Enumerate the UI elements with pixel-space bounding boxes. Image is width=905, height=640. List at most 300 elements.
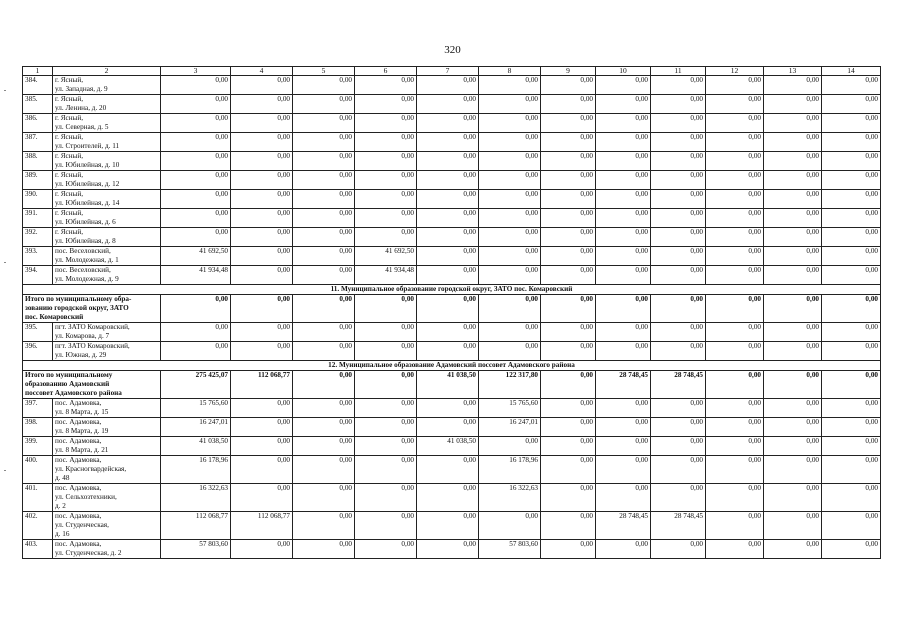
total-value: 0,00 [822,371,881,399]
row-value: 15 765,60 [479,399,541,418]
row-value: 112 068,77 [161,512,231,540]
row-value: 57 803,60 [161,540,231,559]
row-number: 384. [23,76,53,95]
row-value: 0,00 [479,342,541,361]
row-value: 0,00 [293,190,355,209]
row-value: 0,00 [161,95,231,114]
row-value: 0,00 [651,209,706,228]
row-value: 0,00 [231,171,293,190]
row-value: 0,00 [293,95,355,114]
row-address: г. Ясный, ул. Юбилейная, д. 6 [53,209,161,228]
section-title: 12. Муниципальное образование Адамовский поссовет Адамовского района [23,361,881,371]
row-value: 0,00 [479,171,541,190]
row-value: 0,00 [541,95,596,114]
row-value: 0,00 [479,323,541,342]
row-value: 0,00 [822,209,881,228]
row-value: 0,00 [479,152,541,171]
row-number: 388. [23,152,53,171]
table-row [23,95,881,114]
row-value: 0,00 [541,228,596,247]
row-value: 0,00 [355,190,417,209]
row-value: 0,00 [355,171,417,190]
row-value: 0,00 [651,247,706,266]
column-header: 12 [706,67,764,76]
row-value: 0,00 [355,323,417,342]
row-value: 0,00 [822,190,881,209]
row-value: 0,00 [355,540,417,559]
row-value: 0,00 [355,456,417,484]
row-value: 0,00 [161,76,231,95]
row-value: 28 748,45 [596,512,651,540]
total-value: 0,00 [596,295,651,323]
row-number: 396. [23,342,53,361]
row-value: 0,00 [822,114,881,133]
row-number: 385. [23,95,53,114]
table-row [23,190,881,209]
row-value: 0,00 [596,209,651,228]
row-value: 112 068,77 [231,512,293,540]
column-header: 5 [293,67,355,76]
table-row [23,266,881,285]
total-value: 275 425,07 [161,371,231,399]
row-value: 0,00 [161,133,231,152]
section-total-label: Итого по муниципальному обра- зованию городской округ, ЗАТО пос. Комаровский [23,295,161,323]
total-value: 0,00 [764,295,822,323]
table-row [23,247,881,266]
row-value: 57 803,60 [479,540,541,559]
row-value: 0,00 [231,342,293,361]
row-number: 400. [23,456,53,484]
row-value: 0,00 [651,456,706,484]
register-table [22,66,881,559]
row-address: пос. Адамовка, ул. Студенческая, д. 2 [53,540,161,559]
row-value: 0,00 [231,95,293,114]
row-value: 0,00 [231,437,293,456]
section-header [23,285,881,295]
row-value: 0,00 [479,76,541,95]
row-address: г. Ясный, ул. Юбилейная, д. 12 [53,171,161,190]
row-address: пос. Адамовка, ул. 8 Марта, д. 19 [53,418,161,437]
row-value: 0,00 [541,133,596,152]
row-value: 0,00 [764,437,822,456]
row-value: 0,00 [822,323,881,342]
total-value: 0,00 [293,295,355,323]
column-header: 10 [596,67,651,76]
row-value: 0,00 [706,171,764,190]
row-value: 0,00 [293,171,355,190]
row-value: 0,00 [417,133,479,152]
row-value: 0,00 [541,437,596,456]
row-number: 395. [23,323,53,342]
row-value: 0,00 [596,418,651,437]
row-value: 0,00 [161,152,231,171]
row-value: 0,00 [596,171,651,190]
row-value: 0,00 [541,171,596,190]
row-value: 0,00 [479,247,541,266]
row-value: 15 765,60 [161,399,231,418]
row-value: 0,00 [231,228,293,247]
total-value: 112 068,77 [231,371,293,399]
row-value: 0,00 [651,484,706,512]
total-value: 0,00 [706,371,764,399]
row-value: 0,00 [417,76,479,95]
row-value: 0,00 [822,76,881,95]
row-number: 390. [23,190,53,209]
row-value: 0,00 [596,133,651,152]
row-value: 0,00 [541,342,596,361]
column-header: 1 [23,67,53,76]
row-value: 0,00 [596,323,651,342]
row-value: 0,00 [417,95,479,114]
row-value: 0,00 [541,540,596,559]
row-address: пос. Адамовка, ул. 8 Марта, д. 15 [53,399,161,418]
row-address: пос. Адамовка, ул. Сельхозтехники, д. 2 [53,484,161,512]
row-value: 0,00 [417,456,479,484]
row-value: 0,00 [231,114,293,133]
section-title: 11. Муниципальное образование городской округ, ЗАТО пос. Комаровский [23,285,881,295]
row-number: 403. [23,540,53,559]
total-value: 122 317,80 [479,371,541,399]
table-row [23,209,881,228]
table-row [23,437,881,456]
row-value: 0,00 [706,266,764,285]
row-value: 0,00 [651,171,706,190]
row-value: 0,00 [822,540,881,559]
row-value: 0,00 [417,247,479,266]
row-value: 0,00 [161,171,231,190]
row-value: 0,00 [596,247,651,266]
row-value: 0,00 [479,512,541,540]
column-header: 6 [355,67,417,76]
row-address: пос. Адамовка, ул. 8 Марта, д. 21 [53,437,161,456]
row-value: 0,00 [764,399,822,418]
row-value: 0,00 [822,399,881,418]
section-total-row [23,371,881,399]
row-value: 0,00 [706,133,764,152]
row-address: г. Ясный, ул. Ленина, д. 20 [53,95,161,114]
row-value: 0,00 [706,342,764,361]
row-value: 0,00 [822,512,881,540]
table-row [23,114,881,133]
row-value: 0,00 [822,418,881,437]
section-header [23,361,881,371]
column-header: 3 [161,67,231,76]
row-value: 0,00 [355,418,417,437]
row-value: 0,00 [651,95,706,114]
column-header: 13 [764,67,822,76]
row-value: 0,00 [651,228,706,247]
row-value: 0,00 [822,342,881,361]
row-value: 0,00 [541,190,596,209]
row-value: 0,00 [596,342,651,361]
row-value: 0,00 [822,437,881,456]
row-value: 0,00 [651,114,706,133]
row-value: 0,00 [651,266,706,285]
row-value: 0,00 [706,209,764,228]
row-value: 0,00 [293,484,355,512]
row-number: 392. [23,228,53,247]
row-value: 0,00 [541,418,596,437]
header-row [23,67,881,76]
row-value: 0,00 [479,266,541,285]
row-value: 0,00 [417,171,479,190]
row-address: пос. Веселовский, ул. Молодежная, д. 9 [53,266,161,285]
row-value: 0,00 [596,399,651,418]
row-number: 402. [23,512,53,540]
row-number: 401. [23,484,53,512]
row-value: 0,00 [764,95,822,114]
row-value: 0,00 [764,209,822,228]
row-value: 0,00 [596,456,651,484]
row-address: пгт. ЗАТО Комаровский, ул. Комарова, д. 7 [53,323,161,342]
row-value: 0,00 [293,247,355,266]
row-value: 16 247,01 [479,418,541,437]
row-value: 0,00 [596,484,651,512]
row-value: 0,00 [706,456,764,484]
row-value: 0,00 [822,266,881,285]
row-number: 399. [23,437,53,456]
row-value: 0,00 [541,76,596,95]
table-row [23,228,881,247]
row-value: 0,00 [541,456,596,484]
total-value: 0,00 [417,295,479,323]
row-value: 0,00 [417,114,479,133]
row-value: 0,00 [417,152,479,171]
row-value: 0,00 [231,190,293,209]
total-value: 0,00 [479,295,541,323]
row-number: 391. [23,209,53,228]
column-header: 9 [541,67,596,76]
row-value: 0,00 [764,512,822,540]
row-value: 0,00 [161,228,231,247]
total-value: 0,00 [706,295,764,323]
row-value: 41 038,50 [417,437,479,456]
row-address: пос. Адамовка, ул. Студенческая, д. 16 [53,512,161,540]
row-value: 0,00 [417,228,479,247]
row-value: 41 934,48 [355,266,417,285]
row-value: 0,00 [293,323,355,342]
row-value: 41 692,50 [355,247,417,266]
row-value: 0,00 [764,114,822,133]
row-value: 0,00 [293,418,355,437]
row-value: 0,00 [293,540,355,559]
table-row [23,171,881,190]
row-value: 0,00 [764,342,822,361]
row-value: 0,00 [706,437,764,456]
row-value: 28 748,45 [651,512,706,540]
row-value: 0,00 [355,512,417,540]
row-value: 0,00 [161,323,231,342]
row-value: 0,00 [231,133,293,152]
total-value: 0,00 [355,371,417,399]
total-value: 0,00 [355,295,417,323]
row-number: 394. [23,266,53,285]
table-row [23,399,881,418]
row-value: 0,00 [706,418,764,437]
row-value: 0,00 [596,190,651,209]
row-value: 0,00 [764,152,822,171]
section-total-row [23,295,881,323]
row-value: 0,00 [541,399,596,418]
row-value: 0,00 [355,437,417,456]
row-address: пгт. ЗАТО Комаровский, ул. Южная, д. 29 [53,342,161,361]
row-value: 0,00 [355,399,417,418]
row-value: 0,00 [479,190,541,209]
row-value: 0,00 [764,247,822,266]
row-value: 0,00 [651,152,706,171]
row-value: 0,00 [541,152,596,171]
row-value: 0,00 [231,456,293,484]
row-value: 0,00 [706,399,764,418]
row-value: 0,00 [231,247,293,266]
row-value: 41 692,50 [161,247,231,266]
row-value: 0,00 [706,76,764,95]
table-row [23,456,881,484]
column-header: 8 [479,67,541,76]
total-value: 28 748,45 [651,371,706,399]
row-value: 0,00 [231,209,293,228]
row-value: 0,00 [293,456,355,484]
row-value: 0,00 [293,437,355,456]
table-row [23,512,881,540]
row-value: 0,00 [822,152,881,171]
row-value: 0,00 [706,228,764,247]
row-value: 0,00 [231,323,293,342]
row-address: г. Ясный, ул. Юбилейная, д. 10 [53,152,161,171]
row-value: 0,00 [541,323,596,342]
column-header: 2 [53,67,161,76]
row-value: 0,00 [764,456,822,484]
row-value: 0,00 [355,76,417,95]
row-value: 0,00 [479,437,541,456]
row-value: 0,00 [417,399,479,418]
row-value: 0,00 [231,152,293,171]
column-header: 4 [231,67,293,76]
row-value: 0,00 [541,247,596,266]
row-value: 0,00 [651,540,706,559]
row-value: 0,00 [596,228,651,247]
row-value: 0,00 [231,540,293,559]
row-value: 0,00 [293,228,355,247]
row-value: 0,00 [706,512,764,540]
row-value: 0,00 [479,114,541,133]
table-row [23,342,881,361]
row-value: 0,00 [479,95,541,114]
row-address: пос. Адамовка, ул. Красногвардейская, д. 48 [53,456,161,484]
row-value: 0,00 [417,342,479,361]
row-value: 0,00 [651,323,706,342]
row-value: 0,00 [293,114,355,133]
row-value: 0,00 [706,540,764,559]
total-value: 41 038,50 [417,371,479,399]
row-value: 0,00 [764,171,822,190]
table-row [23,133,881,152]
row-value: 0,00 [764,484,822,512]
row-value: 0,00 [161,190,231,209]
row-value: 0,00 [293,76,355,95]
row-number: 398. [23,418,53,437]
row-value: 0,00 [706,95,764,114]
row-value: 16 178,96 [161,456,231,484]
row-value: 0,00 [706,114,764,133]
row-value: 0,00 [764,190,822,209]
row-value: 0,00 [596,76,651,95]
total-value: 0,00 [822,295,881,323]
row-value: 0,00 [764,133,822,152]
row-value: 0,00 [293,209,355,228]
total-value: 0,00 [161,295,231,323]
row-value: 0,00 [293,133,355,152]
row-value: 0,00 [706,190,764,209]
row-value: 0,00 [596,152,651,171]
total-value: 28 748,45 [596,371,651,399]
row-value: 0,00 [764,228,822,247]
row-value: 0,00 [596,437,651,456]
row-value: 0,00 [596,114,651,133]
row-address: г. Ясный, ул. Строителей, д. 11 [53,133,161,152]
row-value: 16 322,63 [479,484,541,512]
row-value: 0,00 [161,209,231,228]
row-value: 0,00 [822,456,881,484]
total-value: 0,00 [231,295,293,323]
row-value: 0,00 [764,323,822,342]
row-value: 0,00 [541,114,596,133]
row-value: 0,00 [355,95,417,114]
row-value: 0,00 [417,484,479,512]
row-value: 0,00 [541,266,596,285]
row-value: 0,00 [231,399,293,418]
row-value: 0,00 [355,228,417,247]
row-value: 0,00 [417,512,479,540]
total-value: 0,00 [541,295,596,323]
total-value: 0,00 [541,371,596,399]
row-value: 0,00 [417,418,479,437]
row-value: 0,00 [651,418,706,437]
row-value: 0,00 [231,76,293,95]
row-value: 16 322,63 [161,484,231,512]
table-row [23,540,881,559]
row-value: 0,00 [764,76,822,95]
row-value: 0,00 [651,342,706,361]
row-value: 0,00 [541,209,596,228]
row-value: 0,00 [822,228,881,247]
row-address: пос. Веселовский, ул. Молодежная, д. 1 [53,247,161,266]
row-address: г. Ясный, ул. Северная, д. 5 [53,114,161,133]
row-number: 397. [23,399,53,418]
row-value: 0,00 [596,266,651,285]
row-value: 0,00 [822,484,881,512]
row-value: 16 178,96 [479,456,541,484]
row-value: 0,00 [651,399,706,418]
row-value: 0,00 [651,133,706,152]
column-header: 11 [651,67,706,76]
column-header: 7 [417,67,479,76]
row-value: 0,00 [822,171,881,190]
row-value: 0,00 [764,540,822,559]
row-value: 0,00 [706,484,764,512]
row-value: 0,00 [822,133,881,152]
row-value: 0,00 [822,247,881,266]
row-value: 0,00 [293,152,355,171]
row-value: 0,00 [596,540,651,559]
table-row [23,484,881,512]
row-value: 0,00 [822,95,881,114]
column-header: 14 [822,67,881,76]
row-value: 0,00 [706,247,764,266]
section-total-label: Итого по муниципальному образованию Адамовский поссовет Адамовского района [23,371,161,399]
row-value: 0,00 [231,266,293,285]
row-value: 0,00 [417,266,479,285]
